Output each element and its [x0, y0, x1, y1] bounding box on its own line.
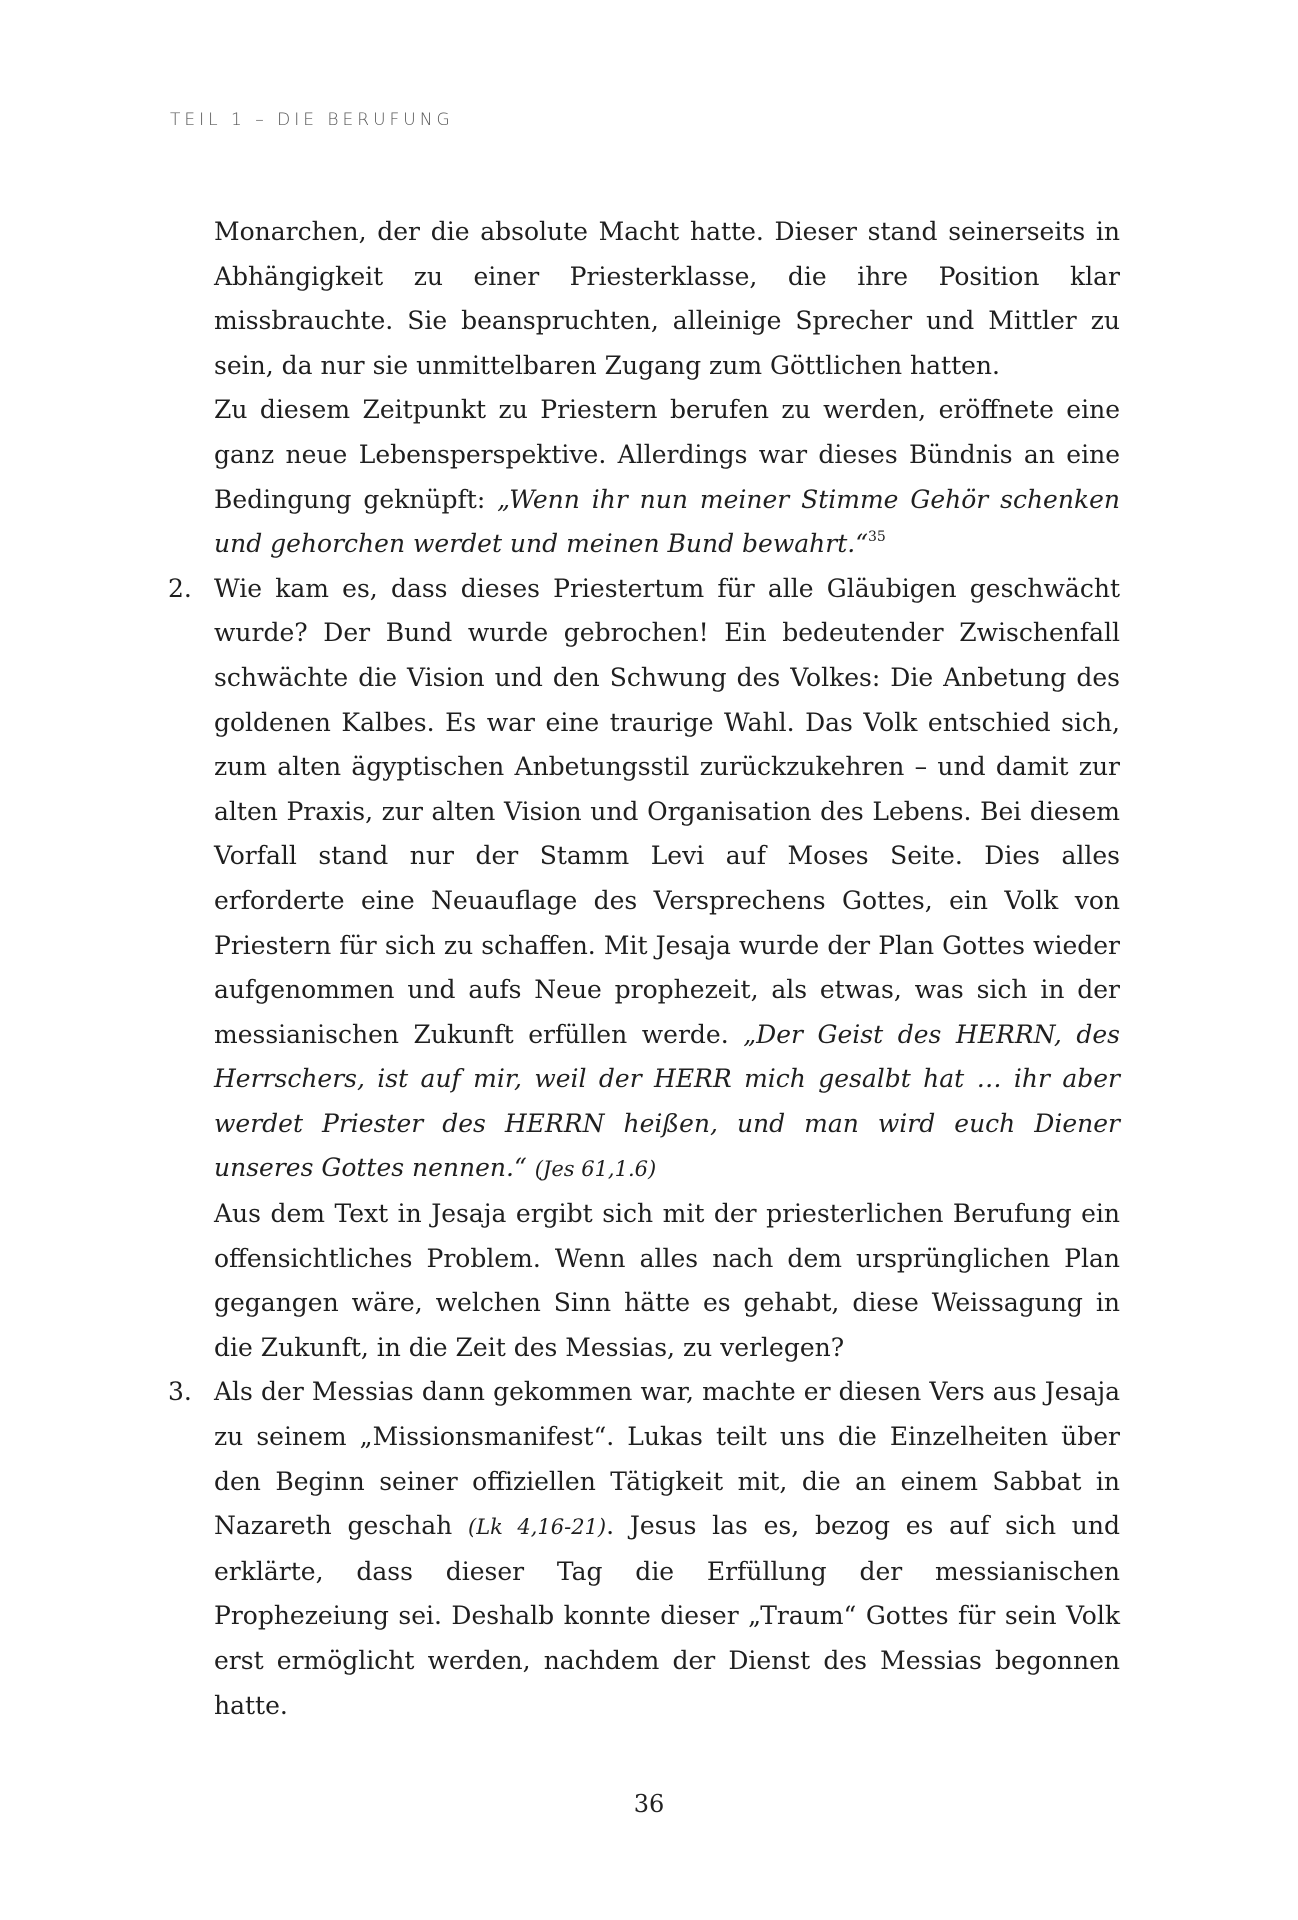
scripture-quote: „Wenn ihr nun meiner Stimme Gehör schenken und gehorchen werdet und meinen Bund bewahrt.“	[214, 484, 1120, 559]
paragraph-text: Als der Messias dann gekommen war, machte er diesen Vers aus Jesaja zu seinem „Missionsmanifest“. Lukas teilt uns die Einzelheiten über den Beginn seiner offiziellen Tätigkeit mit, die an einem Sabbat in Nazareth geschah	[214, 1377, 1120, 1541]
scripture-reference: (Lk 4,16-21)	[468, 1515, 607, 1540]
list-item-2	[168, 567, 1120, 1371]
continuation-block	[168, 210, 1120, 567]
paragraph: Aus dem Text in Jesaja ergibt sich mit der priesterlichen Berufung ein offensichtliches Problem. Wenn alles nach dem ursprünglichen Plan gegangen wäre, welchen Sinn hätte es gehabt, diese Weissagung in die Zukunft, in die Zeit des Messias, zu verlegen?	[214, 1199, 1120, 1362]
list-content	[214, 1370, 1120, 1728]
list-content	[214, 567, 1120, 1371]
paragraph	[214, 388, 1120, 566]
footnote-marker[interactable]: 35	[867, 528, 886, 545]
list-number: 2.	[168, 573, 192, 603]
paragraph	[214, 567, 1120, 1192]
running-head: TEIL 1 – DIE BERUFUNG	[170, 110, 454, 130]
list-number: 3.	[168, 1377, 192, 1407]
paragraph-text: Wie kam es, dass dieses Priestertum für alle Gläubigen geschwächt wurde? Der Bund wurde gebrochen! Ein bedeutender Zwischenfall schwächte die Vision und den Schwung des Volkes: Die Anbetung des goldenen Kalbes. Es war eine traurige Wahl. Das Volk entschied sich, zum alten ägyptischen Anbetungsstil zurückzukehren – und damit zur alten Praxis, zur alten Vision und Organisation des Lebens. Bei diesem Vorfall stand nur der Stamm Levi auf Moses Seite. Dies alles erforderte eine Neuauflage des Versprechens Gottes, ein Volk von Priestern für sich zu schaffen. Mit Jesaja wurde der Plan Gottes wieder aufgenommen und aufs Neue prophezeit, als etwas, was sich in der messianischen Zukunft erfüllen werde.	[214, 573, 1120, 1049]
page-body	[168, 210, 1120, 1728]
paragraph-text: . Jesus las es, bezog es auf sich und erklärte, dass dieser Tag die Erfüllung der messianischen Prophezeiung sei. Deshalb konnte dieser „Traum“ Gottes für sein Volk erst ermöglicht werden, nachdem der Dienst des Messias begonnen hatte.	[214, 1511, 1120, 1720]
page-number: 36	[633, 1790, 665, 1818]
scripture-reference: (Jes 61,1.6)	[534, 1157, 657, 1182]
paragraph-text: Zu diesem Zeitpunkt zu Priestern berufen zu werden, eröffnete eine ganz neue Lebensperspektive. Allerdings war dieses Bündnis an eine Bedingung geknüpft:	[214, 395, 1120, 514]
scripture-quote: „Der Geist des HERRN, des Herrschers, ist auf mir, weil der HERR mich gesalbt hat … ihr aber werdet Priester des HERRN heißen, und man wird euch Diener unseres Gottes nennen.“	[214, 1019, 1120, 1183]
paragraph	[214, 1370, 1120, 1728]
paragraph: Monarchen, der die absolute Macht hatte. Dieser stand seinerseits in Abhängigkeit zu einer Priesterklasse, die ihre Position klar missbrauchte. Sie beanspruchten, alleinige Sprecher und Mittler zu sein, da nur sie unmittelbaren Zugang zum Göttlichen hatten.	[214, 217, 1120, 380]
list-item-3	[168, 1370, 1120, 1728]
